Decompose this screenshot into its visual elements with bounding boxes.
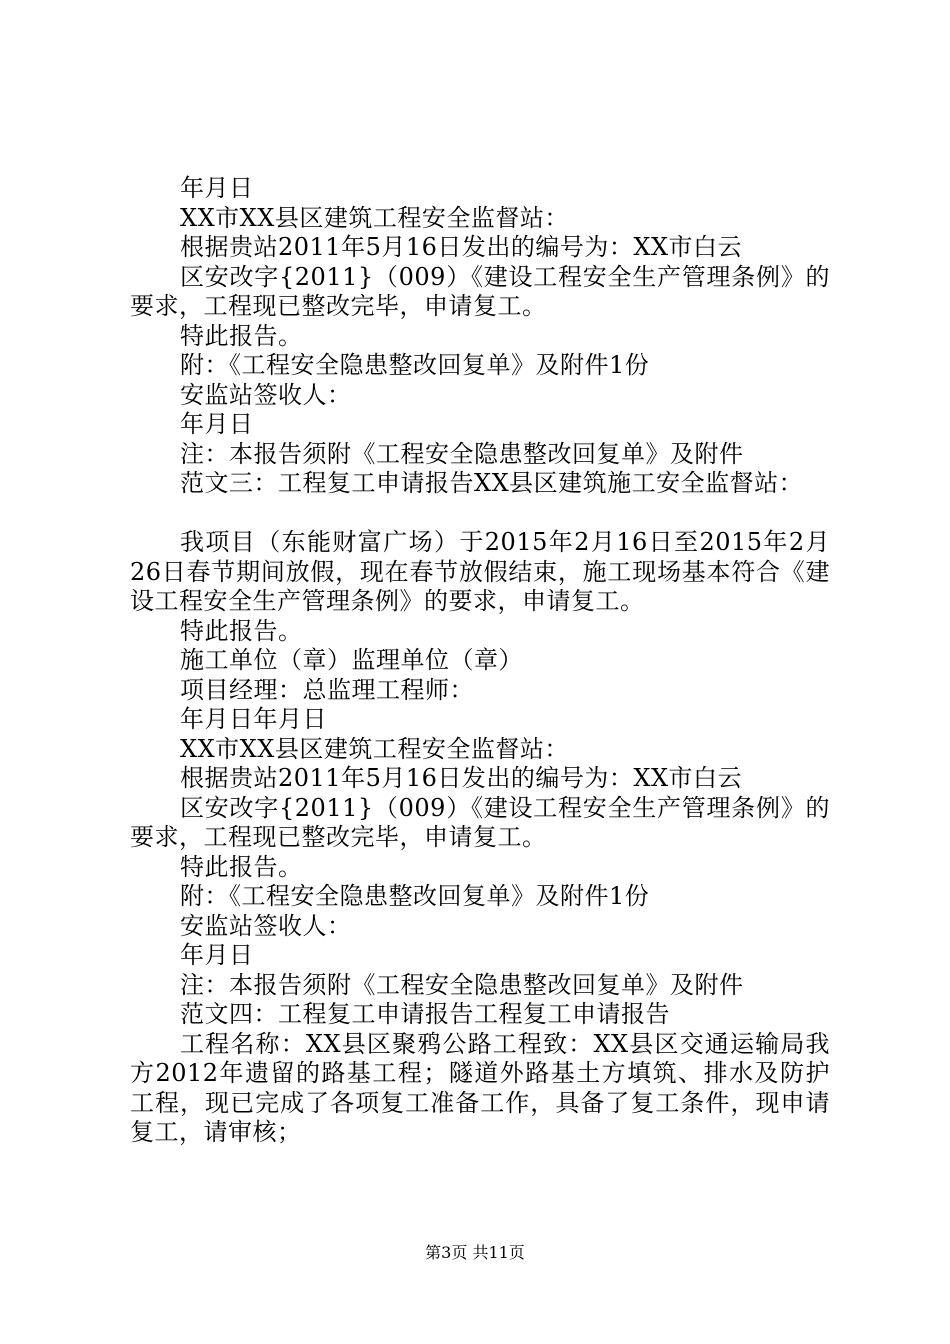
- attachment-line: 附：《工程安全隐患整改回复单》及附件1份: [180, 882, 650, 910]
- date-line: 年月日: [180, 174, 254, 202]
- date-line: 年月日: [180, 941, 254, 969]
- text-line: 项目经理：总监理工程师：: [180, 675, 474, 704]
- note-line: 注：本报告须附《工程安全隐患整改回复单》及附件: [180, 439, 744, 468]
- text-line: 特此报告。: [180, 852, 303, 881]
- paragraph: 我项目（东能财富广场）于2015年2月16日至2015年2月26日春节期间放假，现在春节放假结束，施工现场基本符合《建设工程安全生产管理条例》的要求，申请复工。: [130, 528, 830, 615]
- signer-line: 安监站签收人：: [180, 380, 352, 409]
- date-line: 年月日: [180, 410, 254, 438]
- attachment-line: 附：《工程安全隐患整改回复单》及附件1份: [180, 351, 650, 379]
- paragraph: 区安改字{2011}（009）《建设工程安全生产管理条例》的要求，工程现已整改完毕，申请复工。: [130, 262, 830, 320]
- text-line: 施工单位（章）监理单位（章）: [180, 646, 523, 674]
- text-line: 特此报告。: [180, 616, 303, 645]
- section-heading: 范文四：工程复工申请报告工程复工申请报告: [180, 1000, 670, 1028]
- section-heading: 范文三：工程复工申请报告XX县区建筑施工安全监督站：: [180, 469, 804, 497]
- text-line: 根据贵站2011年5月16日发出的编号为：XX市白云: [180, 233, 743, 261]
- text-line: 特此报告。: [180, 321, 303, 350]
- signer-line: 安监站签收人：: [180, 911, 352, 940]
- blank-line: [130, 499, 830, 529]
- document-body: [130, 174, 830, 1148]
- note-line: 注：本报告须附《工程安全隐患整改回复单》及附件: [180, 970, 744, 999]
- paragraph: 工程名称：XX县区聚鸦公路工程致：XX县区交通运输局我方2012年遗留的路基工程；隧道外路基土方填筑、排水及防护工程，现已完成了各项复工准备工作，具备了复工条件，现申请复工，请审核；: [130, 1029, 830, 1146]
- text-line: 根据贵站2011年5月16日发出的编号为：XX市白云: [180, 764, 743, 792]
- addressee-line: XX市XX县区建筑工程安全监督站：: [180, 203, 569, 232]
- date-line: 年月日年月日: [180, 705, 327, 733]
- addressee-line: XX市XX县区建筑工程安全监督站：: [180, 734, 569, 763]
- page-number: 第3页 共11页: [425, 1243, 525, 1262]
- paragraph: 区安改字{2011}（009）《建设工程安全生产管理条例》的要求，工程现已整改完毕，申请复工。: [130, 793, 830, 851]
